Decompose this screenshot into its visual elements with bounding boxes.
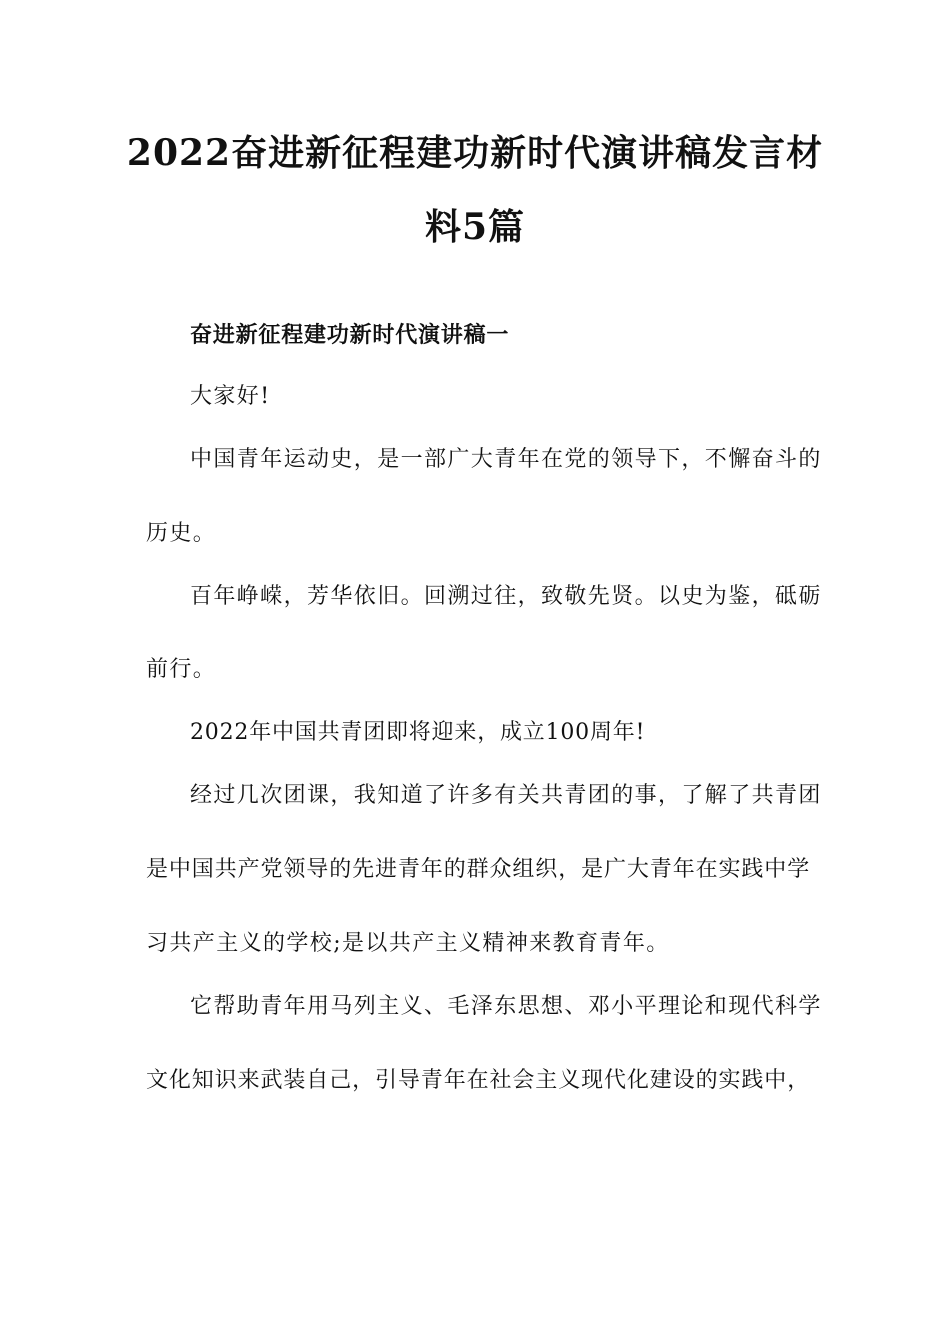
paragraph-2-line-1: 百年峥嵘，芳华依旧。回溯过往，致敬先贤。以史为鉴，砥砺 — [190, 584, 822, 609]
greeting: 大家好! — [190, 384, 271, 409]
paragraph-2-line-2: 前行。 — [146, 657, 217, 682]
paragraph-4-line-2: 是中国共产党领导的先进青年的群众组织，是广大青年在实践中学 — [146, 857, 811, 882]
section-heading: 奋进新征程建功新时代演讲稿一 — [190, 322, 510, 348]
paragraph-3-line-1: 2022年中国共青团即将迎来，成立100周年! — [190, 720, 646, 745]
document-title-line-1: 2022奋进新征程建功新时代演讲稿发言材 — [126, 132, 824, 174]
paragraph-4-line-3: 习共产主义的学校;是以共产主义精神来教育青年。 — [146, 931, 670, 956]
paragraph-5-line-2: 文化知识来武装自己，引导青年在社会主义现代化建设的实践中， — [146, 1068, 811, 1093]
paragraph-1-line-2: 历史。 — [146, 521, 217, 546]
document-title-line-2: 料5篇 — [424, 206, 526, 248]
paragraph-5-line-1: 它帮助青年用马列主义、毛泽东思想、邓小平理论和现代科学 — [190, 994, 822, 1019]
paragraph-1-line-1: 中国青年运动史，是一部广大青年在党的领导下，不懈奋斗的 — [190, 447, 822, 472]
paragraph-4-line-1: 经过几次团课，我知道了许多有关共青团的事，了解了共青团 — [190, 783, 822, 808]
